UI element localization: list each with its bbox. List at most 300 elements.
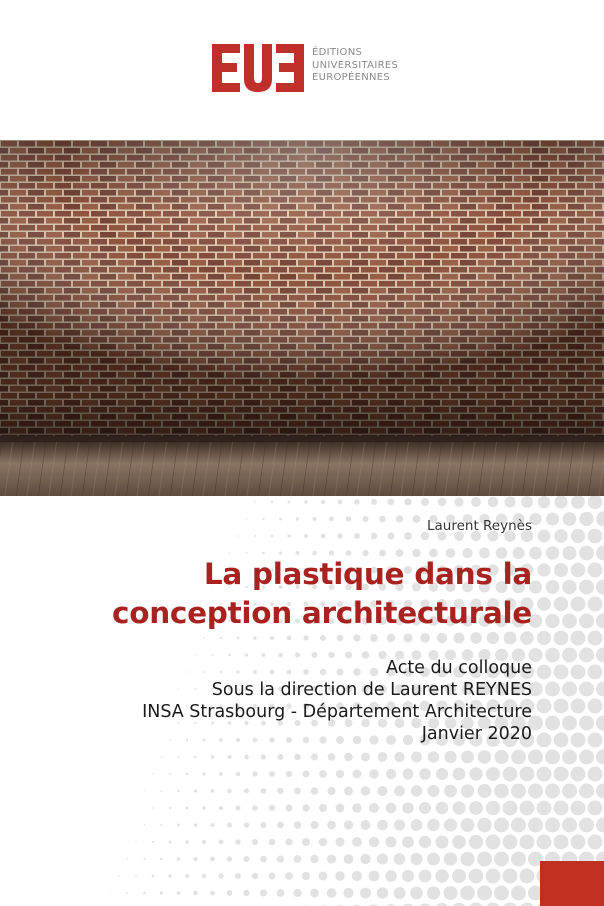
halftone-dot [402,802,413,813]
halftone-dot [286,771,292,777]
publisher-line-1: ÉDITIONS [312,47,363,58]
halftone-dot [486,903,501,906]
halftone-dot [211,755,214,758]
halftone-dot [252,839,258,845]
halftone-dot [327,787,335,795]
halftone-dot [521,496,533,508]
halftone-dot [228,654,231,657]
halftone-dot [352,837,362,847]
halftone-dot [260,822,266,828]
halftone-dot [269,839,276,846]
halftone-dot [337,635,344,642]
halftone-dot [537,699,552,714]
halftone-dot [588,733,603,748]
halftone-dot [369,871,380,882]
halftone-dot [478,784,492,798]
halftone-dot [453,768,466,781]
halftone-dot [596,648,604,663]
halftone-dot [294,754,301,761]
halftone-dot [411,752,422,763]
halftone-dot [596,682,604,697]
halftone-dot [554,733,569,748]
subtitle-line-2: Sous la direction de Laurent REYNES [211,680,532,700]
halftone-dot [571,597,586,612]
halftone-dot [294,855,302,863]
halftone-dot [354,499,360,505]
halftone-dot [277,889,285,897]
halftone-dot [227,856,232,861]
halftone-dot [596,580,604,595]
halftone-dot [135,841,137,843]
halftone-dot [444,751,456,763]
halftone-dot [337,533,342,538]
halftone-dot [110,892,111,893]
halftone-dot [160,824,162,826]
halftone-dot [571,631,586,646]
halftone-dot [469,767,482,780]
halftone-dot [277,822,284,829]
halftone-dot [377,853,388,864]
halftone-dot [420,633,430,643]
halftone-dot [520,869,535,884]
halftone-dot [143,892,146,895]
halftone-dot [444,852,458,866]
halftone-dot [353,770,362,779]
halftone-dot [185,840,189,844]
halftone-dot [486,869,501,884]
halftone-dot [193,891,198,896]
halftone-dot [571,563,586,578]
halftone-dot [135,875,137,877]
halftone-dot [378,752,388,762]
halftone-dot [312,517,316,521]
halftone-dot [579,580,594,595]
halftone-dot [579,784,594,799]
halftone-dot [596,716,604,731]
halftone-dot [336,770,344,778]
halftone-dot [486,835,501,850]
halftone-dot [520,835,535,850]
halftone-dot [588,801,603,816]
halftone-dot [503,903,518,906]
halftone-dot [579,818,594,833]
halftone-dot [494,886,509,901]
halftone-dot [444,886,458,900]
halftone-dot [428,751,440,763]
halftone-dot [511,750,526,765]
halftone-dot [304,500,308,504]
halftone-dot [254,501,256,503]
halftone-dot [538,496,550,508]
halftone-dot [260,889,267,896]
halftone-dot [427,819,439,831]
halftone-dot [310,821,318,829]
halftone-dot [310,889,319,898]
halftone-dot [596,546,604,561]
halftone-dot [195,654,196,655]
halftone-dot [344,854,354,864]
subtitle-line-1: Acte du colloque [386,658,532,678]
halftone-dot [571,496,585,509]
halftone-dot [252,873,259,880]
halftone-dot [419,768,431,780]
subtitle-line-3: INSA Strasbourg - Département Architecture [142,702,532,722]
halftone-dot [562,580,577,595]
halftone-dot [160,891,163,894]
halftone-dot [194,789,197,792]
halftone-dot [588,665,603,680]
halftone-dot [371,533,378,540]
halftone-dot [469,801,483,815]
halftone-dot [193,857,197,861]
halftone-dot [202,806,206,810]
halftone-dot [252,805,258,811]
halftone-dot [336,804,345,813]
halftone-dot [311,753,318,760]
halftone-dot [243,890,249,896]
halftone-dot [477,886,492,901]
halftone-dot [385,870,397,882]
halftone-dot [528,784,543,799]
halftone-dot [211,654,213,656]
halftone-dot [454,497,463,506]
halftone-dot [227,755,231,759]
halftone-dot [579,648,594,663]
halftone-dot [177,756,179,758]
halftone-dot [596,818,604,833]
halftone-dot [511,818,526,833]
halftone-dot [319,838,328,847]
halftone-dot [161,790,163,792]
author-name: Laurent Reynès [426,518,532,534]
halftone-dot [211,789,215,793]
halftone-dot [335,871,345,881]
halftone-dot [596,512,604,527]
halftone-dot [304,534,308,538]
halftone-dot [219,840,224,845]
brick-wall-photo [0,140,604,496]
halftone-dot [260,856,267,863]
halftone-dot [554,835,569,850]
halftone-dot [286,805,293,812]
halftone-dot [338,500,343,505]
halftone-dot [452,801,465,814]
halftone-dot [169,773,171,775]
halftone-dot [537,631,551,645]
halftone-dot [320,635,326,641]
halftone-dot [435,869,448,882]
halftone-dot [262,518,264,520]
halftone-dot [461,818,475,832]
halftone-dot [303,635,308,640]
halftone-dot [452,835,466,849]
halftone-dot [285,872,293,880]
halftone-dot [287,534,290,537]
halftone-dot [235,839,240,844]
halftone-dot [537,733,552,748]
halftone-dot [596,614,604,629]
halftone-dot [343,888,353,898]
halftone-dot [554,597,568,611]
halftone-dot [245,552,247,554]
halftone-dot [319,804,327,812]
halftone-dot [579,614,594,629]
halftone-dot [294,821,301,828]
halftone-dot [588,597,603,612]
halftone-dot [537,563,550,576]
halftone-dot [244,822,250,828]
halftone-dot [452,869,466,883]
halftone-dot [271,501,273,503]
halftone-dot [169,841,172,844]
halftone-dot [588,631,603,646]
halftone-dot [236,806,241,811]
halftone-dot [152,773,153,774]
halftone-dot [588,699,603,714]
publisher-name [312,47,398,85]
corner-accent-block [540,861,604,906]
halftone-dot [419,802,431,814]
halftone-dot [436,802,449,815]
halftone-dot [528,818,543,833]
halftone-dot [152,875,155,878]
halftone-dot [168,874,171,877]
halftone-dot [554,631,569,646]
halftone-dot [361,786,371,796]
halftone-dot [302,770,309,777]
halftone-dot [210,857,215,862]
halftone-dot [546,546,559,559]
halftone-dot [278,754,284,760]
halftone-dot [494,784,509,799]
halftone-dot [202,772,205,775]
halftone-dot [219,806,223,810]
halftone-dot [562,546,576,560]
brick-wall-illustration [0,140,604,496]
title-line-1: La plastique dans la [203,557,532,591]
halftone-dot [538,530,551,543]
halftone-dot [588,563,603,578]
halftone-dot [310,855,318,863]
halftone-dot [537,767,552,782]
halftone-dot [321,534,326,539]
publisher-line-3: EUROPÉENNES [312,72,391,83]
halftone-dot [321,500,325,504]
halftone-dot [335,837,344,846]
halftone-dot [360,854,370,864]
halftone-dot [329,517,334,522]
halftone-dot [444,818,457,831]
halftone-dot [494,818,509,833]
halftone-dot [486,767,500,781]
halftone-dot [220,637,222,639]
halftone-dot [571,699,586,714]
halftone-dot [244,755,249,760]
halftone-dot [511,852,526,867]
halftone-dot [545,784,560,799]
halftone-dot [437,633,447,643]
halftone-dot [503,801,518,816]
halftone-dot [288,501,291,504]
halftone-dot [261,754,266,759]
halftone-dot [554,563,568,577]
halftone-dot [563,512,577,526]
halftone-dot [554,801,569,816]
halftone-dot [477,818,491,832]
halftone-dot [354,533,360,539]
halftone-dot [387,532,394,539]
halftone-dot [185,874,189,878]
halftone-dot [469,835,483,849]
halftone-dot [277,788,283,794]
halftone-dot [385,836,396,847]
halftone-dot [579,512,593,526]
halftone-dot [419,836,431,848]
halftone-dot [393,887,405,899]
halftone-dot [554,529,568,543]
halftone-dot [413,515,421,523]
halftone-dot [461,751,474,764]
halftone-dot [588,529,603,544]
publisher-logo [212,44,412,94]
halftone-dot [588,496,602,509]
halftone-dot [520,631,534,645]
halftone-dot [537,835,552,850]
halftone-dot [236,772,241,777]
halftone-dot [403,769,414,780]
halftone-dot [562,648,577,663]
halftone-dot [537,597,551,611]
halftone-dot [554,767,569,782]
halftone-dot [545,682,560,697]
halftone-dot [285,838,292,845]
halftone-dot [503,835,518,850]
halftone-dot [237,535,239,537]
subtitle-line-4: Janvier 2020 [421,724,532,744]
halftone-dot [394,786,405,797]
halftone-dot [444,785,457,798]
halftone-dot [571,835,586,850]
halftone-dot [562,682,577,697]
halftone-dot [435,835,448,848]
halftone-dot [218,873,223,878]
halftone-dot [453,632,464,643]
halftone-dot [353,634,360,641]
halftone-dot [361,752,370,761]
halftone-dot [346,516,351,521]
book-title [112,555,532,633]
halftone-dot [588,767,603,782]
halftone-dot [268,872,275,879]
publisher-line-2: UNIVERSITAIRES [312,59,399,71]
halftone-dot [537,801,552,816]
halftone-dot [537,665,552,680]
halftone-dot [410,887,423,900]
halftone-dot [520,767,535,782]
halftone-dot [411,785,422,796]
halftone-dot [562,716,577,731]
halftone-dot [194,823,198,827]
halftone-dot [246,518,248,520]
halftone-dot [344,787,353,796]
halftone-dot [261,788,267,794]
halftone-dot [377,887,388,898]
halftone-dot [160,858,163,861]
halftone-dot [244,856,250,862]
halftone-dot [562,818,577,833]
halftone-dot [403,633,412,642]
halftone-dot [579,750,594,765]
halftone-dot [503,767,518,782]
halftone-dot [360,888,371,899]
halftone-dot [118,875,119,876]
halftone-dot [186,773,189,776]
halftone-dot [579,682,594,697]
halftone-dot [203,637,205,639]
halftone-dot [494,750,508,764]
halftone-dot [394,853,406,865]
halftone-dot [419,870,432,883]
halftone-dot [469,903,484,906]
halftone-dot [229,552,230,553]
halftone-dot [486,801,500,815]
halftone-dot [352,871,362,881]
halftone-dot [427,785,439,797]
halftone-dot [386,769,396,779]
halftone-dot [470,632,482,644]
halftone-dot [438,498,447,507]
halftone-dot [253,636,256,639]
halftone-dot [487,632,499,644]
halftone-dot [511,886,526,901]
halftone-dot [554,699,569,714]
halftone-dot [344,753,352,761]
halftone-dot [143,858,145,860]
halftone-dot [503,869,518,884]
halftone-dot [477,852,492,867]
halftone-dot [427,886,440,899]
halftone-dot [210,890,215,895]
halftone-dot [410,853,422,865]
halftone-dot [244,788,249,793]
halftone-dot [369,837,379,847]
halftone-dot [318,871,327,880]
halftone-dot [596,784,604,799]
halftone-dot [377,786,387,796]
halftone-dot [402,836,414,848]
halftone-dot [588,835,603,850]
halftone-dot [262,552,265,555]
halftone-dot [235,873,241,879]
halftone-dot [219,772,223,776]
halftone-dot [571,665,586,680]
halftone-dot [361,820,371,830]
halftone-dot [177,857,180,860]
halftone-dot [177,790,180,793]
halftone-dot [520,903,535,906]
halftone-dot [436,768,448,780]
halftone-dot [161,756,162,757]
halftone-dot [386,803,397,814]
halftone-dot [302,872,310,880]
halftone-dot [579,716,594,731]
halftone-dot [294,788,301,795]
halftone-dot [402,870,414,882]
halftone-dot [202,874,207,879]
halftone-dot [554,496,567,509]
halftone-dot [394,819,405,830]
halftone-dot [327,821,336,830]
